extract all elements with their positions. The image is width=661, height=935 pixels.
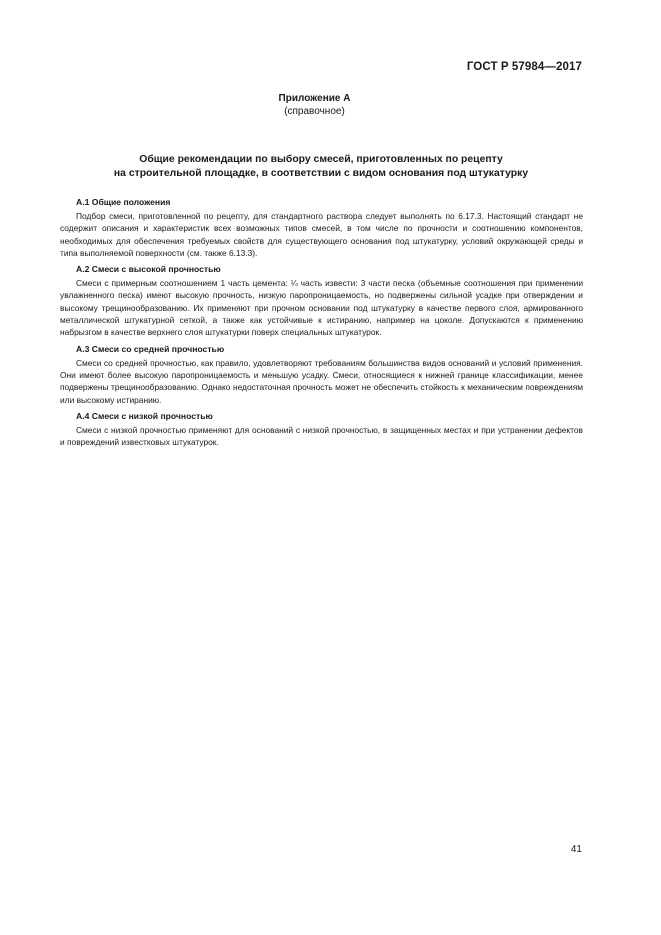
section-heading: А.2 Смеси с высокой прочностью [76, 264, 221, 275]
page-number: 41 [570, 844, 582, 855]
section-general [60, 196, 583, 259]
section-heading: А.3 Смеси со средней прочностью [76, 343, 225, 354]
section-heading: А.1 Общие положения [76, 197, 171, 207]
appendix-subtitle: (справочное) [284, 106, 345, 117]
appendix-heading [0, 92, 629, 118]
section-paragraph: Смеси с низкой прочностью применяют для оснований с низкой прочностью, в защищенных местах и при устранении дефектов и повреждений известковых штукатурок. [60, 424, 583, 448]
document-code: ГОСТ Р 57984—2017 [466, 61, 582, 73]
appendix-title: Приложение А [278, 93, 351, 104]
page-title [60, 153, 582, 181]
section-medium-strength [60, 343, 583, 406]
section-heading: А.4 Смеси с низкой прочностью [76, 410, 213, 421]
section-paragraph: Подбор смеси, приготовленной по рецепту, для стандартного раствора следует выполнять по 6.17.3. Настоящий стандарт не содержит описания и характеристик всех возможных типов смесей, в том числе по прочности и соотношению компонентов, необходимых для обеспечения требуемых свойств для существующего основания под штукатурку, условий окружающей среды и типа выполняемой поверхности (см. также 6.13.3). [60, 211, 583, 258]
page-title-line-1: Общие рекомендации по выбору смесей, приготовленных по рецепту [139, 154, 503, 165]
page-title-line-2: на строительной площадке, в соответствии с видом основания под штукатурку [113, 168, 529, 179]
section-low-strength [60, 410, 583, 449]
section-paragraph: Смеси с примерным соотношением 1 часть цемента: ¼ часть извести: 3 части песка (объемные соотношения при применении увлажненного песка) имеют высокую прочность, низкую паропроницаемость, но подвержены сильной усадке при отверждении и высокому трещинообразованию. Их применяют при прочном основании под штукатурку в качестве первого слоя, армированного металлической штукатурной сеткой, а также как устойчивые к истиранию, например на цоколе. Допускаются к применению набрызгом в качестве верхнего слоя штукатурки поверх специальных штукатурок. [60, 278, 583, 338]
section-high-strength [60, 263, 583, 338]
section-paragraph: Смеси со средней прочностью, как правило, удовлетворяют требованиям большинства видов оснований и условий применения. Они имеют более высокую паропроницаемость и меньшую усадку. Смеси, относящиеся к нижней границе классификации, менее подвержены трещинообразованию. Однако недостаточная прочность может не обеспечить стойкость к механическим повреждениям или высокому истиранию. [60, 357, 583, 405]
document-body [60, 196, 583, 452]
